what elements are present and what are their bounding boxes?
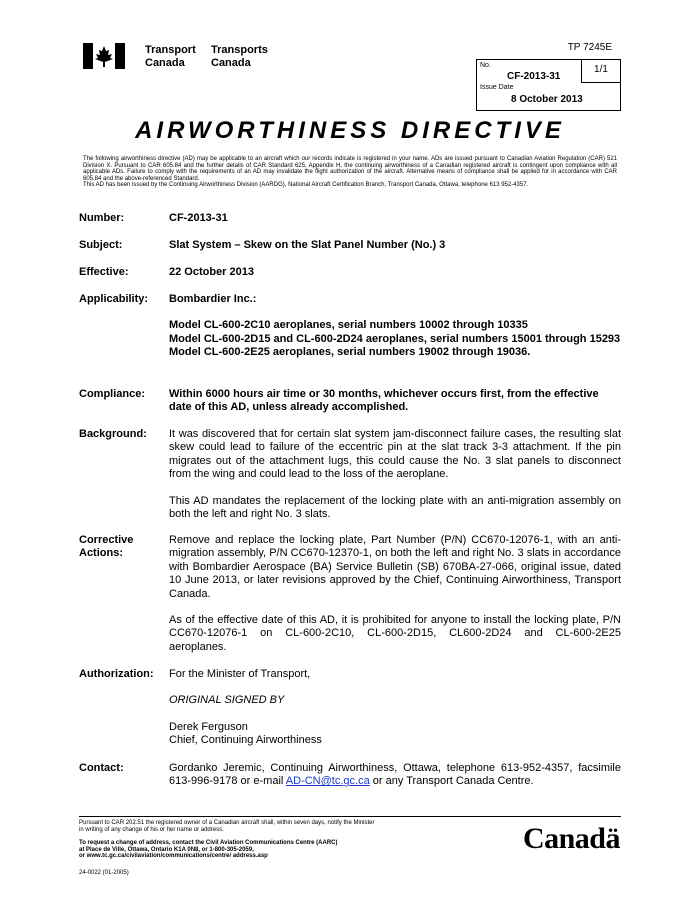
page-number: 1/1 bbox=[581, 60, 620, 83]
ad-number: CF-2013-31 bbox=[507, 71, 561, 82]
background-para: This AD mandates the replacement of the locking plate with an anti-migration assembly on both the left and right No. 3 slats. bbox=[169, 494, 621, 521]
canada-flag-icon bbox=[83, 43, 125, 69]
effective-value: 22 October 2013 bbox=[169, 266, 254, 278]
footer-address: To request a change of address, contact the Civil Aviation Communications Centre (AARC) at Place de Ville, Ottawa, Ontario K1A 0N8, or 1-800-305-2059, or www.tc.gc.ca/civilaviation/communications/centre/ address.asp bbox=[79, 840, 338, 860]
issue-date-label: Issue Date bbox=[480, 84, 514, 91]
canada-wordmark: Canadä bbox=[522, 822, 620, 855]
compliance-value: Within 6000 hours air time or 30 months, whichever occurs first, from the effective date of this AD, unless already accomplished. bbox=[169, 388, 599, 414]
email-link[interactable]: AD-CN@tc.gc.ca bbox=[285, 775, 370, 788]
issue-date: 8 October 2013 bbox=[511, 94, 583, 105]
form-id: TP 7245E bbox=[567, 42, 612, 53]
corrective-para: As of the effective date of this AD, it is prohibited for anyone to install the locking plate, P/N CC670-12076-1 on CL-600-2C10, CL-600-2D15, CL600-2D24 and CL-600-2E25 aeroplanes. bbox=[169, 614, 621, 653]
authorization-value: For the Minister of Transport, bbox=[169, 668, 311, 680]
signer-name: Derek Ferguson bbox=[169, 720, 248, 733]
dept-name-fr: Transports Canada bbox=[211, 44, 268, 69]
model-line: Model CL-600-2D15 and CL-600-2D24 aeroplanes, serial numbers 15001 through 15293 bbox=[169, 332, 621, 345]
footer-notice: Pursuant to CAR 202.51 the registered owner of a Canadian aircraft shall, within seven days, notify the Minister in writing of any change of his or her name or address. bbox=[79, 820, 375, 833]
contact-value: Gordanko Jeremic, Continuing Airworthiness, Ottawa, telephone 613-952-4357, facsimile 613-996-9178 or e-mail AD-CN@tc.gc.ca or any Transport Canada Centre. bbox=[169, 762, 621, 788]
corrective-para: Remove and replace the locking plate, Part Number (P/N) CC670-12076-1, with an anti-migration assembly, P/N CC670-12370-1, on both the left and right No. 3 slats in accordance with Bombardier Aerospace (BA) Service Bulletin (SB) 670BA-27-066, original issue, dated 10 June 2013, or later revisions approved by the Chief, Continuing Airworthiness, Transport Canada. bbox=[169, 534, 621, 600]
no-label: No. bbox=[480, 62, 491, 69]
model-line: Model CL-600-2E25 aeroplanes, serial numbers 19002 through 19036. bbox=[169, 346, 531, 359]
number-value: CF-2013-31 bbox=[169, 212, 228, 224]
dept-name-en: Transport Canada bbox=[145, 44, 196, 69]
applicability-value: Bombardier Inc.: bbox=[169, 293, 257, 305]
footer-divider bbox=[79, 816, 621, 817]
form-number: 24-0022 (01-2005) bbox=[79, 870, 129, 876]
model-line: Model CL-600-2C10 aeroplanes, serial numbers 10002 through 10335 bbox=[169, 319, 528, 332]
background-para: It was discovered that for certain slat system jam-disconnect failure cases, the resulting slat skew could lead to failure of the eccentric pin at the slat track 3-3 attachment. If the pin migrates out of the attachment lugs, this could cause the No. 3 slat panels to disconnect from the wing and could lead to the loss of the aeroplane. bbox=[169, 428, 621, 481]
legal-notice: The following airworthiness directive (AD) may be applicable to an aircraft which our records indicate is registered in your name. ADs are issued pursuant to Canadian Aviation Regulation (CAR) 521 Division X. Pursuant to CAR 605.84 and the further details of CAR Standard 625, Appendix H, the continuing airworthiness of a Canadian registered aircraft is contingent upon compliance with all applicable ADs. Failure to comply with the requirements of an AD may invalidate the flight authorization of the aircraft. Alternative means of compliance shall be applied for in accordance with CAR 605.84 and the above-referenced Standard. This AD has been issued by the Continuing Airworthiness Division (AARDG), National Aircraft Certification Branch, Transport Canada, Ottawa, telephone 613 952-4357. bbox=[83, 156, 617, 189]
signer-title: Chief, Continuing Airworthiness bbox=[169, 734, 322, 747]
page-title: AIRWORTHINESS DIRECTIVE bbox=[135, 117, 565, 144]
ad-info-box bbox=[476, 59, 621, 111]
subject-value: Slat System – Skew on the Slat Panel Number (No.) 3 bbox=[169, 239, 446, 251]
signed-note: ORIGINAL SIGNED BY bbox=[169, 694, 285, 707]
